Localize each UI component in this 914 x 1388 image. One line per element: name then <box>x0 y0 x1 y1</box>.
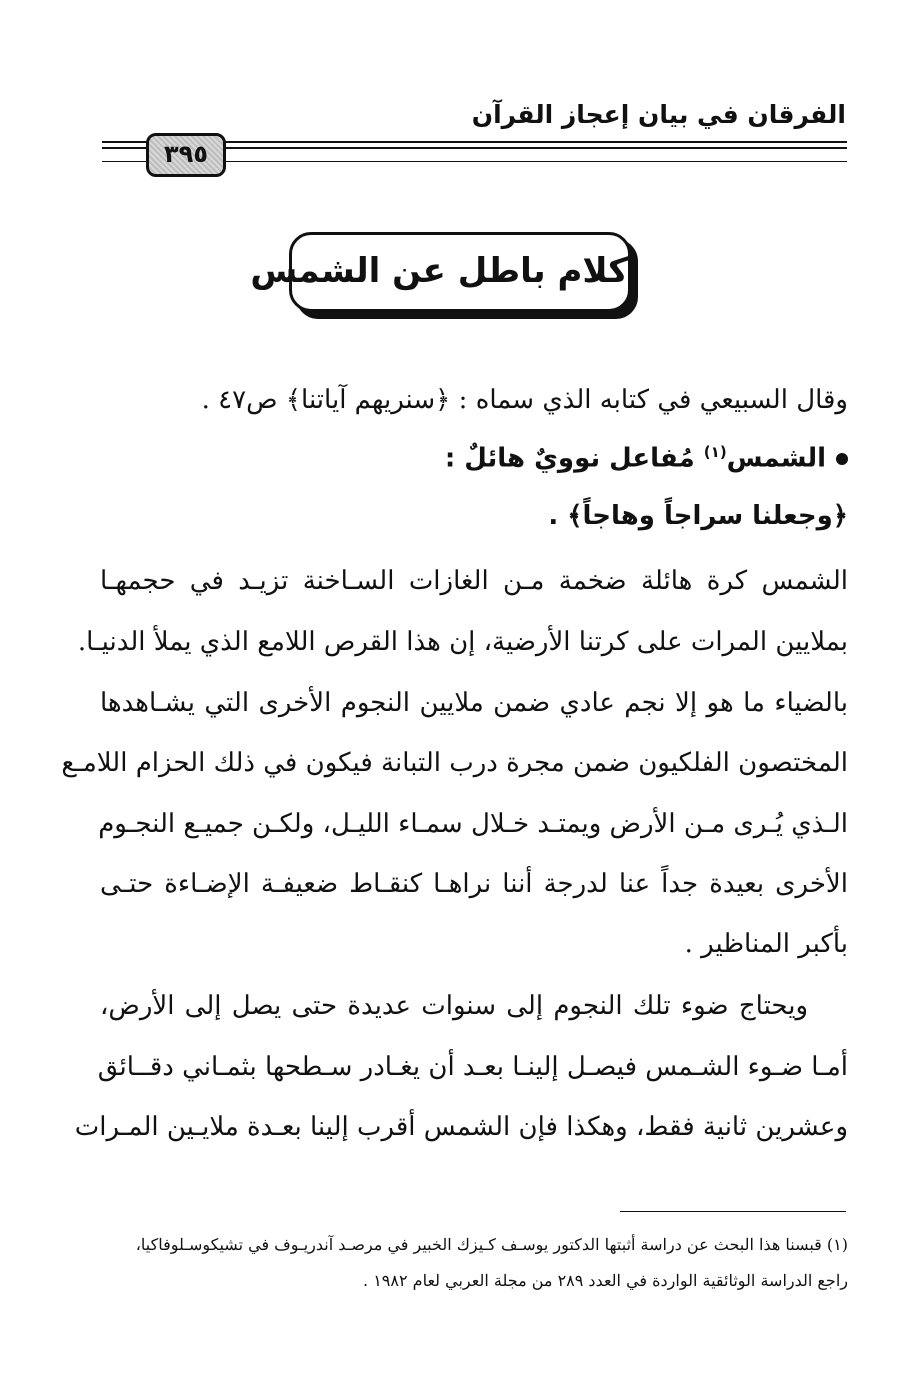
paragraph-1-line: الأخرى بعيدة جداً عنا لدرجة أننا نراهـا كنقـاط ضعيفـة الإضـاءة حتـى <box>100 869 848 899</box>
section-title-box <box>250 232 631 312</box>
paragraph-1-line: بأكبر المناظير . <box>684 929 848 959</box>
paragraph-1-line: الشمس كرة هائلة ضخمة مـن الغازات السـاخنة تزيـد في حجمهـا <box>100 566 848 596</box>
section-title: كلام باطل عن الشمس <box>250 251 628 291</box>
paragraph-1-line: الـذي يُـرى مـن الأرض ويمتـد خـلال سمـاء الليـل، ولكـن جميـع النجـوم <box>98 809 848 839</box>
intro-line: وقال السبيعي في كتابه الذي سماه : ﴿سنريهم آياتنا﴾ ص٤٧ . <box>201 385 848 415</box>
page-number: ٣٩٥ <box>164 140 208 168</box>
footnote-separator <box>620 1211 846 1212</box>
paragraph-2-line: ويحتاج ضوء تلك النجوم إلى سنوات عديدة حتى يصل إلى الأرض، <box>100 991 808 1021</box>
paragraph-2-line: وعشرين ثانية فقط، وهكذا فإن الشمس أقرب إلينا بعـدة ملايـين المـرات <box>74 1112 848 1142</box>
verse-line: ﴿وجعلنا سراجاً وهاجاً﴾ . <box>548 501 848 531</box>
footnote-ref: (١) <box>703 443 727 461</box>
paragraph-1-line: المختصون الفلكيون ضمن مجرة درب التبانة فيكون في ذلك الحزام اللامـع <box>61 748 848 778</box>
bullet-heading-line <box>100 432 848 479</box>
bullet-icon <box>836 453 848 465</box>
footnote-line: (١) قبسنا هذا البحث عن دراسة أثبتها الدكتور يوسـف كـيزك الخبير في مرصـد آندريـوف في تشيكوسـلوفاكيا، <box>135 1235 848 1254</box>
paragraph-2-line: أمـا ضـوء الشـمس فيصـل إلينـا بعـد أن يغـادر سـطحها بثمـاني دقــائق <box>97 1052 848 1082</box>
paragraph-1-line: بالضياء ما هو إلا نجم عادي ضمن ملايين النجوم الأخرى التي يشـاهدها <box>100 688 848 718</box>
paragraph-1-line: بملايين المرات على كرتنا الأرضية، إن هذا القرص اللامع الذي يملأ الدنيـا. <box>77 627 848 657</box>
bullet-rest: مُفاعل نوويٌ هائلٌ : <box>444 443 695 474</box>
bullet-heading: الشمس <box>726 443 826 474</box>
running-title: الفرقان في بيان إعجاز القرآن <box>471 100 846 129</box>
footnote-line: راجع الدراسة الوثائقية الواردة في العدد ٢٨٩ من مجلة العربي لعام ١٩٨٢ . <box>363 1271 848 1290</box>
page-number-badge <box>146 133 226 177</box>
